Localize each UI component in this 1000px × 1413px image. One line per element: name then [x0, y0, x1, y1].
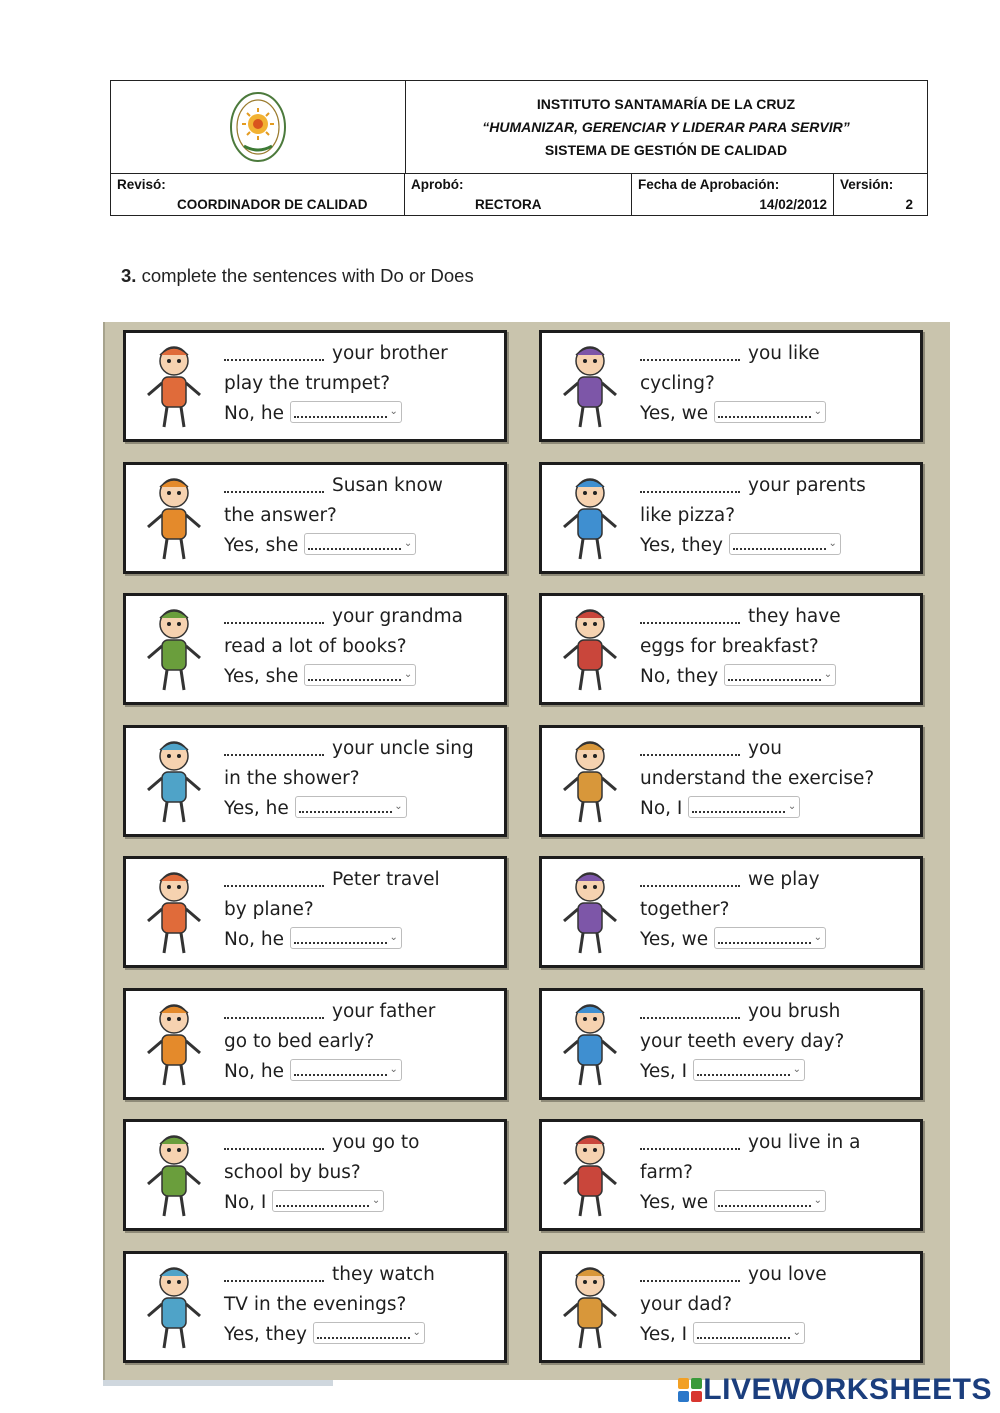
exercise-instruction [121, 265, 474, 287]
question-line-1 [640, 339, 912, 369]
answer-blank [224, 602, 324, 624]
question-part-1: they have [748, 606, 841, 627]
exercise-card [123, 1119, 507, 1231]
exercise-card [123, 725, 507, 837]
institute-seal-logo [228, 90, 288, 164]
question-line-1 [224, 602, 496, 632]
exercise-text [640, 339, 912, 429]
answer-prefix: No, he [224, 929, 285, 950]
answer-prefix: Yes, they [640, 534, 723, 556]
question-line-1 [640, 471, 912, 501]
question-line-1 [640, 997, 912, 1027]
exercise-text [640, 1128, 912, 1218]
exercise-card [539, 1119, 923, 1231]
answer-line [640, 1320, 912, 1350]
answer-prefix: Yes, she [224, 534, 299, 556]
exercise-text [224, 471, 496, 561]
answer-line [640, 1188, 912, 1218]
cartoon-illustration-icon [550, 734, 632, 828]
version-label: Versión: [840, 177, 894, 192]
question-part-1: they watch [332, 1263, 435, 1285]
answer-dropdown[interactable] [724, 664, 836, 686]
answer-blank [224, 865, 324, 887]
chevron-down-icon: ⌄ [389, 1063, 398, 1075]
approved-cell [405, 174, 632, 215]
cartoon-illustration-icon [550, 1128, 632, 1222]
worksheet-bottom-strip [103, 1380, 333, 1386]
answer-blank [224, 339, 324, 361]
worksheet-panel [103, 322, 950, 1380]
answer-prefix: Yes, we [640, 1192, 709, 1213]
exercise-card [539, 725, 923, 837]
answer-prefix: No, I [224, 1192, 267, 1213]
answer-prefix: Yes, they [224, 1323, 307, 1345]
exercise-card [123, 462, 507, 574]
question-part-1: your father [332, 1000, 436, 1022]
header-title-block [405, 81, 927, 173]
cartoon-illustration-icon [134, 997, 216, 1091]
question-line-2: farm? [640, 1162, 693, 1183]
exercise-text [224, 997, 496, 1087]
question-line-2: together? [640, 899, 730, 920]
answer-blank [640, 1128, 740, 1150]
reviewed-value: COORDINADOR DE CALIDAD [177, 197, 368, 212]
answer-blank [224, 997, 324, 1019]
answer-prefix: Yes, we [640, 929, 709, 950]
question-line-1 [640, 1260, 912, 1290]
exercise-text [224, 1128, 496, 1218]
chevron-down-icon: ⌄ [389, 932, 398, 943]
question-line-1 [640, 1128, 912, 1158]
cartoon-illustration-icon [550, 602, 632, 696]
exercise-card [539, 856, 923, 968]
approved-value: RECTORA [475, 197, 542, 212]
answer-line [640, 794, 912, 824]
exercise-card [123, 1251, 507, 1363]
exercise-card [539, 330, 923, 442]
question-part-1: your brother [332, 343, 448, 364]
answer-line [224, 1188, 496, 1218]
answer-prefix: No, he [224, 1060, 285, 1082]
question-part-1: you go to [332, 1132, 420, 1153]
question-line-2: understand the exercise? [640, 767, 875, 789]
answer-prefix: Yes, she [224, 666, 299, 687]
answer-blank [224, 1260, 324, 1282]
date-cell [632, 174, 834, 215]
question-part-1: Susan know [332, 474, 443, 496]
question-part-1: you live in a [748, 1132, 861, 1153]
answer-dropdown[interactable] [714, 1190, 826, 1212]
cartoon-illustration-icon [134, 865, 216, 959]
answer-line [224, 399, 496, 429]
document-header [110, 80, 928, 216]
question-line-2: play the trumpet? [224, 373, 391, 394]
answer-blank [224, 471, 324, 493]
answer-line [640, 925, 912, 955]
question-part-1: you love [748, 1263, 827, 1285]
answer-line [640, 399, 912, 429]
answer-line [224, 1057, 496, 1087]
exercise-text [640, 602, 912, 692]
liveworksheets-wordmark: LIVEWORKSHEETS [703, 1373, 992, 1406]
question-part-1: we play [748, 869, 820, 890]
question-part-1: you [748, 737, 782, 759]
answer-prefix: Yes, I [640, 1060, 688, 1082]
question-line-1 [224, 471, 496, 501]
exercise-text [640, 865, 912, 955]
exercise-card [123, 330, 507, 442]
question-part-1: Peter travel [332, 869, 440, 890]
exercise-card [123, 988, 507, 1100]
question-line-2: cycling? [640, 373, 715, 394]
question-line-2: the answer? [224, 504, 337, 526]
question-line-2: in the shower? [224, 767, 360, 789]
chevron-down-icon: ⌄ [828, 537, 837, 549]
exercise-text [640, 1260, 912, 1350]
answer-blank [640, 865, 740, 887]
question-part-1: you like [748, 343, 820, 364]
chevron-down-icon: ⌄ [403, 669, 413, 680]
exercise-card [539, 462, 923, 574]
question-line-2: eggs for breakfast? [640, 636, 819, 657]
answer-dropdown[interactable] [290, 401, 402, 423]
cartoon-illustration-icon [550, 339, 632, 433]
exercise-text [224, 1260, 496, 1350]
answer-dropdown[interactable] [295, 796, 407, 818]
question-line-2: read a lot of books? [224, 636, 407, 657]
chevron-down-icon: ⌄ [813, 1195, 823, 1206]
chevron-down-icon: ⌄ [813, 406, 823, 417]
exercise-text [640, 734, 912, 824]
answer-blank [640, 997, 740, 1019]
answer-prefix: No, he [224, 403, 285, 424]
chevron-down-icon: ⌄ [371, 1195, 381, 1206]
approved-label: Aprobó: [411, 177, 464, 192]
answer-dropdown[interactable] [290, 1059, 402, 1081]
cartoon-illustration-icon [134, 339, 216, 433]
question-line-1 [224, 1260, 496, 1290]
answer-blank [224, 1128, 324, 1150]
cartoon-illustration-icon [550, 471, 632, 565]
answer-blank [640, 339, 740, 361]
answer-prefix: Yes, I [640, 1323, 688, 1345]
question-line-1 [224, 734, 496, 764]
exercise-text [640, 471, 912, 561]
answer-dropdown[interactable] [729, 533, 841, 555]
answer-dropdown[interactable] [304, 533, 416, 555]
institute-motto: “HUMANIZAR, GERENCIAR Y LIDERAR PARA SERVIR” [482, 118, 850, 135]
chevron-down-icon: ⌄ [792, 1326, 801, 1338]
answer-line [224, 794, 496, 824]
question-part-1: you brush [748, 1000, 841, 1022]
answer-dropdown[interactable] [272, 1190, 384, 1212]
exercise-card [539, 988, 923, 1100]
cartoon-illustration-icon [134, 471, 216, 565]
cartoon-illustration-icon [134, 734, 216, 828]
institute-name: INSTITUTO SANTAMARÍA DE LA CRUZ [536, 95, 796, 112]
chevron-down-icon: ⌄ [403, 537, 413, 549]
question-part-1: your uncle sing [332, 737, 474, 759]
chevron-down-icon: ⌄ [813, 932, 823, 943]
version-cell [834, 174, 927, 215]
answer-line [224, 1320, 496, 1350]
answer-line [640, 662, 912, 692]
answer-line [224, 925, 496, 955]
instruction-number: 3. [121, 265, 137, 286]
question-line-2: like pizza? [640, 504, 736, 526]
answer-dropdown[interactable] [693, 1059, 805, 1081]
liveworksheets-brand[interactable] [677, 1373, 992, 1407]
quality-system: SISTEMA DE GESTIÓN DE CALIDAD [544, 141, 788, 158]
question-line-1 [224, 1128, 496, 1158]
header-approval-row [111, 173, 927, 215]
version-value: 2 [905, 197, 913, 212]
question-line-2: your teeth every day? [640, 1030, 845, 1052]
date-label: Fecha de Aprobación: [638, 177, 780, 192]
answer-prefix: Yes, he [224, 797, 289, 819]
cartoon-illustration-icon [134, 1260, 216, 1354]
chevron-down-icon: ⌄ [412, 1326, 421, 1338]
exercise-card [539, 1251, 923, 1363]
instruction-text: complete the sentences with Do or Does [136, 265, 474, 286]
chevron-down-icon: ⌄ [394, 800, 403, 812]
cartoon-illustration-icon [134, 1128, 216, 1222]
answer-line [640, 531, 912, 561]
exercise-text [224, 865, 496, 955]
answer-prefix: No, they [640, 666, 719, 687]
answer-blank [640, 734, 740, 756]
chevron-down-icon: ⌄ [787, 800, 797, 812]
answer-prefix: Yes, we [640, 403, 709, 424]
chevron-down-icon: ⌄ [792, 1063, 801, 1075]
answer-line [224, 662, 496, 692]
logo-cell [111, 81, 406, 173]
exercise-text [224, 602, 496, 692]
question-part-1: your grandma [332, 606, 463, 627]
answer-dropdown[interactable] [313, 1322, 425, 1344]
answer-blank [640, 602, 740, 624]
question-line-1 [224, 339, 496, 369]
answer-dropdown[interactable] [688, 796, 800, 818]
answer-dropdown[interactable] [290, 927, 402, 949]
question-line-1 [640, 865, 912, 895]
answer-dropdown[interactable] [714, 927, 826, 949]
answer-line [640, 1057, 912, 1087]
cartoon-illustration-icon [550, 1260, 632, 1354]
exercise-text [224, 339, 496, 429]
question-line-2: by plane? [224, 899, 314, 920]
question-line-2: school by bus? [224, 1162, 361, 1183]
answer-dropdown[interactable] [714, 401, 826, 423]
question-line-2: your dad? [640, 1293, 733, 1315]
answer-prefix: No, I [640, 797, 683, 819]
question-line-1 [224, 865, 496, 895]
cartoon-illustration-icon [550, 997, 632, 1091]
exercise-text [224, 734, 496, 824]
reviewed-label: Revisó: [117, 177, 166, 192]
question-part-1: your parents [748, 474, 866, 496]
question-line-1 [640, 734, 912, 764]
exercise-card [123, 856, 507, 968]
exercise-card [539, 593, 923, 705]
question-line-1 [640, 602, 912, 632]
date-value: 14/02/2012 [759, 197, 827, 212]
reviewed-cell [111, 174, 405, 215]
answer-dropdown[interactable] [304, 664, 416, 686]
liveworksheets-icon [677, 1377, 703, 1403]
question-line-1 [224, 997, 496, 1027]
exercise-card [123, 593, 507, 705]
question-line-2: TV in the evenings? [224, 1293, 407, 1315]
answer-blank [640, 1260, 740, 1282]
cartoon-illustration-icon [550, 865, 632, 959]
answer-line [224, 531, 496, 561]
cartoon-illustration-icon [134, 602, 216, 696]
chevron-down-icon: ⌄ [389, 406, 398, 417]
question-line-2: go to bed early? [224, 1030, 375, 1052]
exercise-text [640, 997, 912, 1087]
chevron-down-icon: ⌄ [823, 669, 833, 680]
answer-blank [224, 734, 324, 756]
answer-blank [640, 471, 740, 493]
answer-dropdown[interactable] [693, 1322, 805, 1344]
